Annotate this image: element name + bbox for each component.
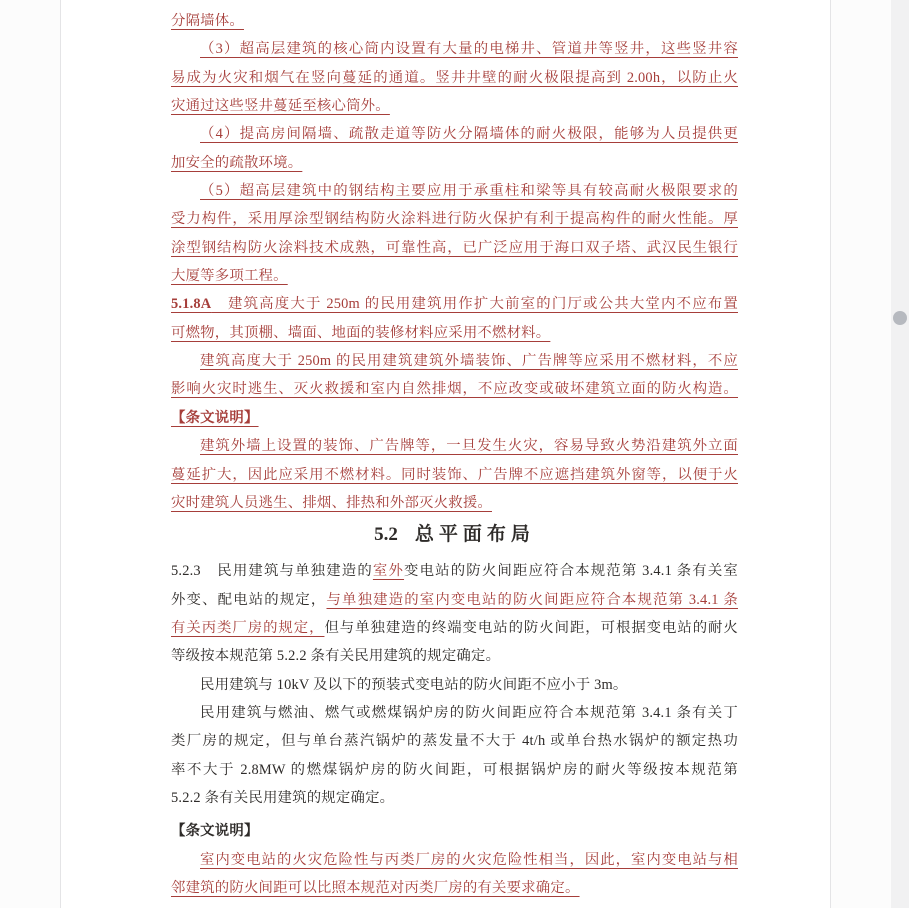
text-run: 可燃物，其顶棚、墙面、地面的装修材料应采用不燃材料。 [171,324,551,341]
text-line [171,817,738,845]
text-run: 【条文说明】 [171,409,259,426]
text-run: 建筑高度大于 250m 的民用建筑用作扩大前室的门厅或公共大堂内不应布置 [211,296,738,313]
text-run: （3）超高层建筑的核心筒内设置有大量的电梯井、管道井等竖井，这些竖井容 [200,41,738,58]
text-line [171,432,738,460]
document-lines-top [171,7,738,517]
text-line [171,489,738,517]
text-line [171,319,738,347]
text-line [171,205,738,233]
text-run: 5.1.8A [171,296,212,313]
text-line [171,784,738,812]
text-line [171,642,738,670]
text-line [171,35,738,63]
text-line [171,557,738,585]
text-run: 灾通过这些竖井蔓延至核心筒外。 [171,98,390,115]
text-run: 受力构件，采用厚涂型钢结构防火涂料进行防火保护有利于提高构件的耐火性能。厚 [171,211,738,228]
text-line [171,375,738,403]
document-lines-bottom [171,557,738,902]
text-line [171,874,738,902]
text-run: 变电站的防火间距应符合本规范第 3.4.1 条有关室 [404,563,738,580]
text-run: 民用建筑与 10kV 及以下的预装式变电站的防火间距不应小于 3m。 [200,676,628,693]
text-run: （4）提高房间隔墙、疏散走道等防火分隔墙体的耐火极限，能够为人员提供更 [200,126,738,143]
text-line [171,756,738,784]
text-run: 类厂房的规定，但与单台蒸汽锅炉的蒸发量不大于 4t/h 或单台热水锅炉的额定热功 [171,733,738,750]
text-run: 影响火灾时逃生、灭火救援和室内自然排烟，不应改变或破坏建筑立面的防火构造。 [171,381,738,398]
text-line [171,149,738,177]
text-run: 【条文说明】 [171,823,259,840]
text-run: 与单独建造的室内变电站的防火间距应符合本规范第 3.4.1 条 [326,591,738,608]
text-line [171,347,738,375]
scrollbar-thumb[interactable] [893,311,907,325]
text-run: 邻建筑的防火间距可以比照本规范对丙类厂房的有关要求确定。 [171,879,580,896]
text-run: 但与单独建造的终端变电站的防火间距，可根据变电站的耐火 [324,619,738,636]
text-run: 室外 [372,563,405,580]
text-run: 建筑高度大于 250m 的民用建筑建筑外墙装饰、广告牌等应采用不燃材料，不应 [200,353,738,370]
text-line [171,7,738,35]
text-line [171,234,738,262]
document-page [60,0,831,908]
text-line [171,177,738,205]
text-run: 分隔墙体。 [171,13,244,29]
text-line [171,699,738,727]
text-line [171,404,738,432]
text-run: 加安全的疏散环境。 [171,154,303,171]
text-line [171,727,738,755]
section-heading [171,522,738,548]
text-line [171,262,738,290]
text-run: （5）超高层建筑中的钢结构主要应用于承重柱和梁等具有较高耐火极限要求的 [200,183,738,200]
text-line [171,461,738,489]
text-line [171,92,738,120]
text-run: 建筑外墙上设置的装饰、广告牌等，一旦发生火灾，容易导致火势沿建筑外立面 [200,438,738,455]
text-line [171,846,738,874]
section-heading-title: 总平面布局 [414,524,535,546]
text-line [171,64,738,92]
text-run: 灾时建筑人员逃生、排烟、排热和外部灭火救援。 [171,494,492,511]
text-run: 民用建筑与燃油、燃气或燃煤锅炉房的防火间距应符合本规范第 3.4.1 条有关丁 [200,704,738,721]
text-run: 率不大于 2.8MW 的燃煤锅炉房的防火间距，可根据锅炉房的耐火等级按本规范第 [171,761,738,778]
text-line [171,614,738,642]
scrollbar-track[interactable] [891,0,909,908]
text-run: 涂型钢结构防火涂料技术成熟，可靠性高，已广泛应用于海口双子塔、武汉民生银行 [171,239,738,256]
text-run: 易成为火灾和烟气在竖向蔓延的通道。竖井井壁的耐火极限提高到 2.00h，以防止火 [171,69,738,86]
text-run: 大厦等多项工程。 [171,268,288,285]
section-heading-number: 5.2 [374,524,398,546]
text-run: 5.2.2 条有关民用建筑的规定确定。 [171,789,395,806]
text-run: 室内变电站的火灾危险性与丙类厂房的火灾危险性相当，因此，室内变电站与相 [200,851,738,868]
text-line [171,586,738,614]
text-line [171,120,738,148]
text-line [171,290,738,318]
text-run: 有关丙类厂房的规定， [171,619,325,636]
text-run: 外变、配电站的规定， [171,591,327,608]
text-run: 蔓延扩大，因此应采用不燃材料。同时装饰、广告牌不应遮挡建筑外窗等，以便于火 [171,466,738,483]
text-line [171,671,738,699]
text-run: 5.2.3 民用建筑与单独建造的 [171,563,373,580]
text-run: 等级按本规范第 5.2.2 条有关民用建筑的规定确定。 [171,648,501,665]
